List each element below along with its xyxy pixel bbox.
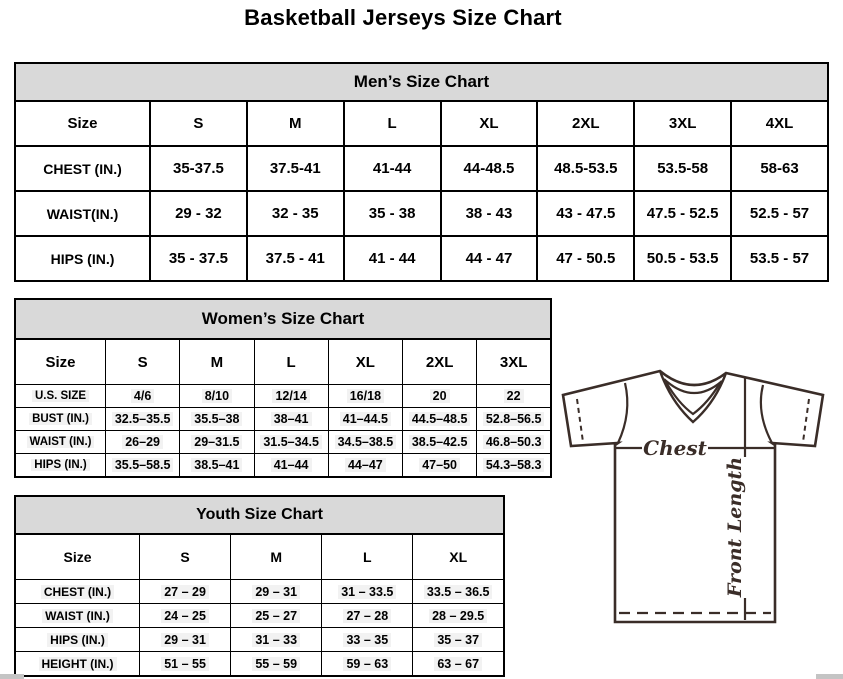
horizontal-scrollbar-fragment-left[interactable] bbox=[0, 674, 24, 679]
cell-value: 8/10 bbox=[180, 385, 254, 408]
cell-value: 43 - 47.5 bbox=[537, 191, 634, 236]
cell-value: 44.5–48.5 bbox=[403, 408, 477, 431]
cell-value: 44-48.5 bbox=[441, 146, 538, 191]
row-label: HIPS (IN.) bbox=[15, 454, 106, 478]
cell-value: 34.5–38.5 bbox=[328, 431, 402, 454]
column-header: 3XL bbox=[477, 339, 551, 385]
cell-value: 51 – 55 bbox=[140, 652, 231, 677]
mens-chart-header: Men’s Size Chart bbox=[14, 62, 829, 100]
row-label: HEIGHT (IN.) bbox=[15, 652, 140, 677]
horizontal-scrollbar-fragment-right[interactable] bbox=[816, 674, 843, 679]
front-length-label: Front Length bbox=[724, 456, 746, 598]
cell-value: 33 – 35 bbox=[322, 628, 413, 652]
cell-value: 59 – 63 bbox=[322, 652, 413, 677]
table-row bbox=[15, 236, 828, 281]
table-row bbox=[15, 628, 504, 652]
womens-chart-header: Women’s Size Chart bbox=[14, 298, 552, 338]
cell-value: 37.5-41 bbox=[247, 146, 344, 191]
cell-value: 41–44.5 bbox=[328, 408, 402, 431]
cell-value: 47.5 - 52.5 bbox=[634, 191, 731, 236]
cell-value: 44–47 bbox=[328, 454, 402, 478]
table-row bbox=[15, 146, 828, 191]
column-header: M bbox=[180, 339, 254, 385]
womens-size-chart-section bbox=[14, 298, 552, 478]
cell-value: 32 - 35 bbox=[247, 191, 344, 236]
column-header: 2XL bbox=[537, 101, 634, 146]
column-header: 2XL bbox=[403, 339, 477, 385]
size-header-row bbox=[15, 534, 504, 580]
cell-value: 38 - 43 bbox=[441, 191, 538, 236]
cell-value: 4/6 bbox=[106, 385, 180, 408]
row-label: HIPS (IN.) bbox=[15, 236, 150, 281]
row-label: U.S. SIZE bbox=[15, 385, 106, 408]
youth-size-chart-section bbox=[14, 495, 505, 677]
cell-value: 29 – 31 bbox=[140, 628, 231, 652]
column-header: S bbox=[106, 339, 180, 385]
jersey-measurement-diagram bbox=[556, 358, 843, 630]
cell-value: 38.5–42.5 bbox=[403, 431, 477, 454]
cell-value: 38–41 bbox=[254, 408, 328, 431]
column-header: M bbox=[247, 101, 344, 146]
cell-value: 22 bbox=[477, 385, 551, 408]
cell-value: 38.5–41 bbox=[180, 454, 254, 478]
column-header: L bbox=[322, 534, 413, 580]
row-label: WAIST(IN.) bbox=[15, 191, 150, 236]
table-row bbox=[15, 385, 551, 408]
cell-value: 29 - 32 bbox=[150, 191, 247, 236]
row-label: HIPS (IN.) bbox=[15, 628, 140, 652]
cell-value: 31.5–34.5 bbox=[254, 431, 328, 454]
cell-value: 47–50 bbox=[403, 454, 477, 478]
cell-value: 25 – 27 bbox=[231, 604, 322, 628]
column-header: Size bbox=[15, 339, 106, 385]
cell-value: 32.5–35.5 bbox=[106, 408, 180, 431]
column-header: XL bbox=[413, 534, 504, 580]
womens-size-table bbox=[14, 338, 552, 478]
table-row bbox=[15, 408, 551, 431]
cell-value: 27 – 29 bbox=[140, 580, 231, 604]
cell-value: 50.5 - 53.5 bbox=[634, 236, 731, 281]
cell-value: 37.5 - 41 bbox=[247, 236, 344, 281]
row-label: BUST (IN.) bbox=[15, 408, 106, 431]
column-header: 3XL bbox=[634, 101, 731, 146]
row-label: CHEST (IN.) bbox=[15, 580, 140, 604]
row-label: WAIST (IN.) bbox=[15, 431, 106, 454]
cell-value: 53.5 - 57 bbox=[731, 236, 828, 281]
cell-value: 35.5–38 bbox=[180, 408, 254, 431]
chest-label: Chest bbox=[643, 436, 707, 460]
table-row bbox=[15, 652, 504, 677]
cell-value: 52.5 - 57 bbox=[731, 191, 828, 236]
cell-value: 44 - 47 bbox=[441, 236, 538, 281]
cell-value: 29–31.5 bbox=[180, 431, 254, 454]
row-label: WAIST (IN.) bbox=[15, 604, 140, 628]
cell-value: 41–44 bbox=[254, 454, 328, 478]
cell-value: 47 - 50.5 bbox=[537, 236, 634, 281]
mens-size-table bbox=[14, 100, 829, 282]
cell-value: 28 – 29.5 bbox=[413, 604, 504, 628]
column-header: Size bbox=[15, 101, 150, 146]
cell-value: 52.8–56.5 bbox=[477, 408, 551, 431]
table-row bbox=[15, 431, 551, 454]
cell-value: 29 – 31 bbox=[231, 580, 322, 604]
cell-value: 55 – 59 bbox=[231, 652, 322, 677]
cell-value: 35 – 37 bbox=[413, 628, 504, 652]
column-header: L bbox=[254, 339, 328, 385]
youth-chart-header: Youth Size Chart bbox=[14, 495, 505, 533]
cell-value: 24 – 25 bbox=[140, 604, 231, 628]
size-header-row bbox=[15, 101, 828, 146]
cell-value: 12/14 bbox=[254, 385, 328, 408]
row-label: CHEST (IN.) bbox=[15, 146, 150, 191]
cell-value: 58-63 bbox=[731, 146, 828, 191]
cell-value: 16/18 bbox=[328, 385, 402, 408]
cell-value: 53.5-58 bbox=[634, 146, 731, 191]
cell-value: 31 – 33 bbox=[231, 628, 322, 652]
cell-value: 48.5-53.5 bbox=[537, 146, 634, 191]
column-header: XL bbox=[441, 101, 538, 146]
cell-value: 63 – 67 bbox=[413, 652, 504, 677]
column-header: S bbox=[140, 534, 231, 580]
cell-value: 41 - 44 bbox=[344, 236, 441, 281]
cell-value: 35 - 38 bbox=[344, 191, 441, 236]
cell-value: 46.8–50.3 bbox=[477, 431, 551, 454]
youth-size-table bbox=[14, 533, 505, 677]
column-header: Size bbox=[15, 534, 140, 580]
page-title: Basketball Jerseys Size Chart bbox=[244, 5, 562, 30]
cell-value: 35-37.5 bbox=[150, 146, 247, 191]
cell-value: 35.5–58.5 bbox=[106, 454, 180, 478]
jersey-outline bbox=[563, 371, 823, 622]
cell-value: 41-44 bbox=[344, 146, 441, 191]
mens-size-chart-section bbox=[14, 62, 829, 282]
cell-value: 31 – 33.5 bbox=[322, 580, 413, 604]
column-header: XL bbox=[328, 339, 402, 385]
size-header-row bbox=[15, 339, 551, 385]
table-row bbox=[15, 454, 551, 478]
column-header: L bbox=[344, 101, 441, 146]
column-header: S bbox=[150, 101, 247, 146]
table-row bbox=[15, 604, 504, 628]
cell-value: 54.3–58.3 bbox=[477, 454, 551, 478]
column-header: 4XL bbox=[731, 101, 828, 146]
column-header: M bbox=[231, 534, 322, 580]
cell-value: 20 bbox=[403, 385, 477, 408]
cell-value: 26–29 bbox=[106, 431, 180, 454]
table-row bbox=[15, 580, 504, 604]
table-row bbox=[15, 191, 828, 236]
cell-value: 35 - 37.5 bbox=[150, 236, 247, 281]
cell-value: 33.5 – 36.5 bbox=[413, 580, 504, 604]
cell-value: 27 – 28 bbox=[322, 604, 413, 628]
